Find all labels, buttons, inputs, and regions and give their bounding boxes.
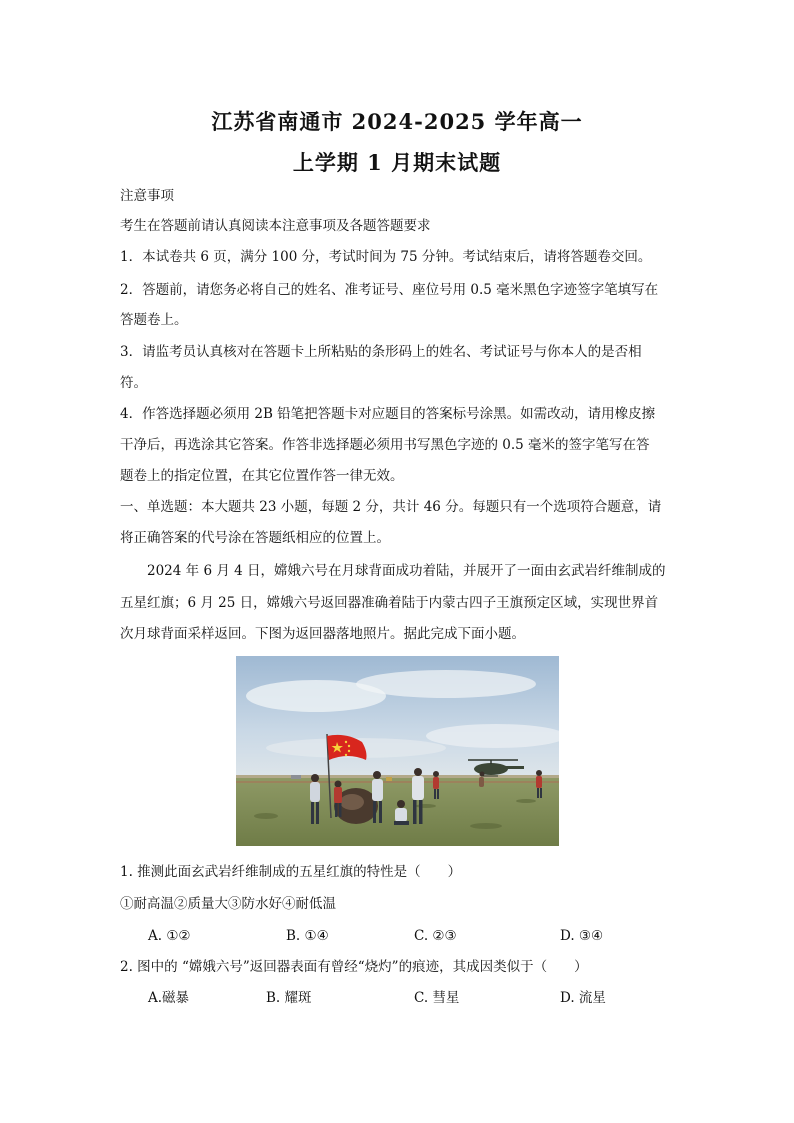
notice-intro: 考生在答题前请认真阅读本注意事项及各题答题要求 (120, 218, 431, 234)
notice-line: 3．请监考员认真核对在答题卡上所粘贴的条形码上的姓名、考试证号与你本人的是否相 (120, 344, 642, 360)
notice-line: 答题卷上。 (120, 312, 188, 328)
landing-site-photo (236, 656, 559, 846)
question-2-stem: 2. 图中的 “嫦娥六号”返回器表面有曾经“烧灼”的痕迹，其成因类似于（ ） (120, 959, 588, 975)
question-1-option-c[interactable]: C. ②③ (414, 928, 457, 944)
notice-line: 2．答题前，请您务必将自己的姓名、准考证号、座位号用 0.5 毫米黑色字迹签字笔填写在 (120, 282, 659, 298)
question-2-option-c[interactable]: C. 彗星 (414, 990, 460, 1006)
notice-line: 题卷上的指定位置，在其它位置作答一律无效。 (120, 468, 404, 484)
notice-line: 干净后，再选涂其它答案。作答非选择题必须用书写黑色字迹的 0.5 毫米的签字笔写在答 (120, 437, 650, 453)
passage-line: 次月球背面采样返回。下图为返回器落地照片。据此完成下面小题。 (120, 626, 525, 642)
notice-line: 4．作答选择题必须用 2B 铅笔把答题卡对应题目的答案标号涂黑。如需改动，请用橡皮擦 (120, 406, 656, 422)
question-1-statements: ①耐高温②质量大③防水好④耐低温 (120, 896, 336, 912)
section-line: 将正确答案的代号涂在答题纸相应的位置上。 (120, 530, 390, 546)
notice-line: 符。 (120, 375, 147, 391)
question-1-stem: 1. 推测此面玄武岩纤维制成的五星红旗的特性是（ ） (120, 864, 462, 880)
notice-line: 1．本试卷共 6 页，满分 100 分，考试时间为 75 分钟。考试结束后，请将答题卷交回。 (120, 249, 652, 265)
question-2-option-a[interactable]: A.磁暴 (148, 990, 190, 1006)
question-1-option-b[interactable]: B. ①④ (286, 928, 329, 944)
section-line: 一、单选题：本大题共 23 小题，每题 2 分，共计 46 分。每题只有一个选项符合题意，请 (120, 499, 662, 515)
question-1-option-d[interactable]: D. ③④ (560, 928, 604, 944)
question-2-option-d[interactable]: D. 流星 (560, 990, 606, 1006)
question-2-option-b[interactable]: B. 耀斑 (266, 990, 312, 1006)
exam-title-line1: 江苏省南通市 2024-2025 学年高一 (211, 109, 583, 134)
question-1-option-a[interactable]: A. ①② (148, 928, 191, 944)
exam-title-line2: 上学期 1 月期末试题 (292, 150, 502, 175)
passage-line: 五星红旗；6 月 25 日，嫦娥六号返回器准确着陆于内蒙古四子王旗预定区域，实现世界首 (120, 595, 659, 611)
passage-line: 2024 年 6 月 4 日，嫦娥六号在月球背面成功着陆，并展开了一面由玄武岩纤维制成的 (147, 563, 666, 579)
notice-heading: 注意事项 (120, 188, 174, 204)
